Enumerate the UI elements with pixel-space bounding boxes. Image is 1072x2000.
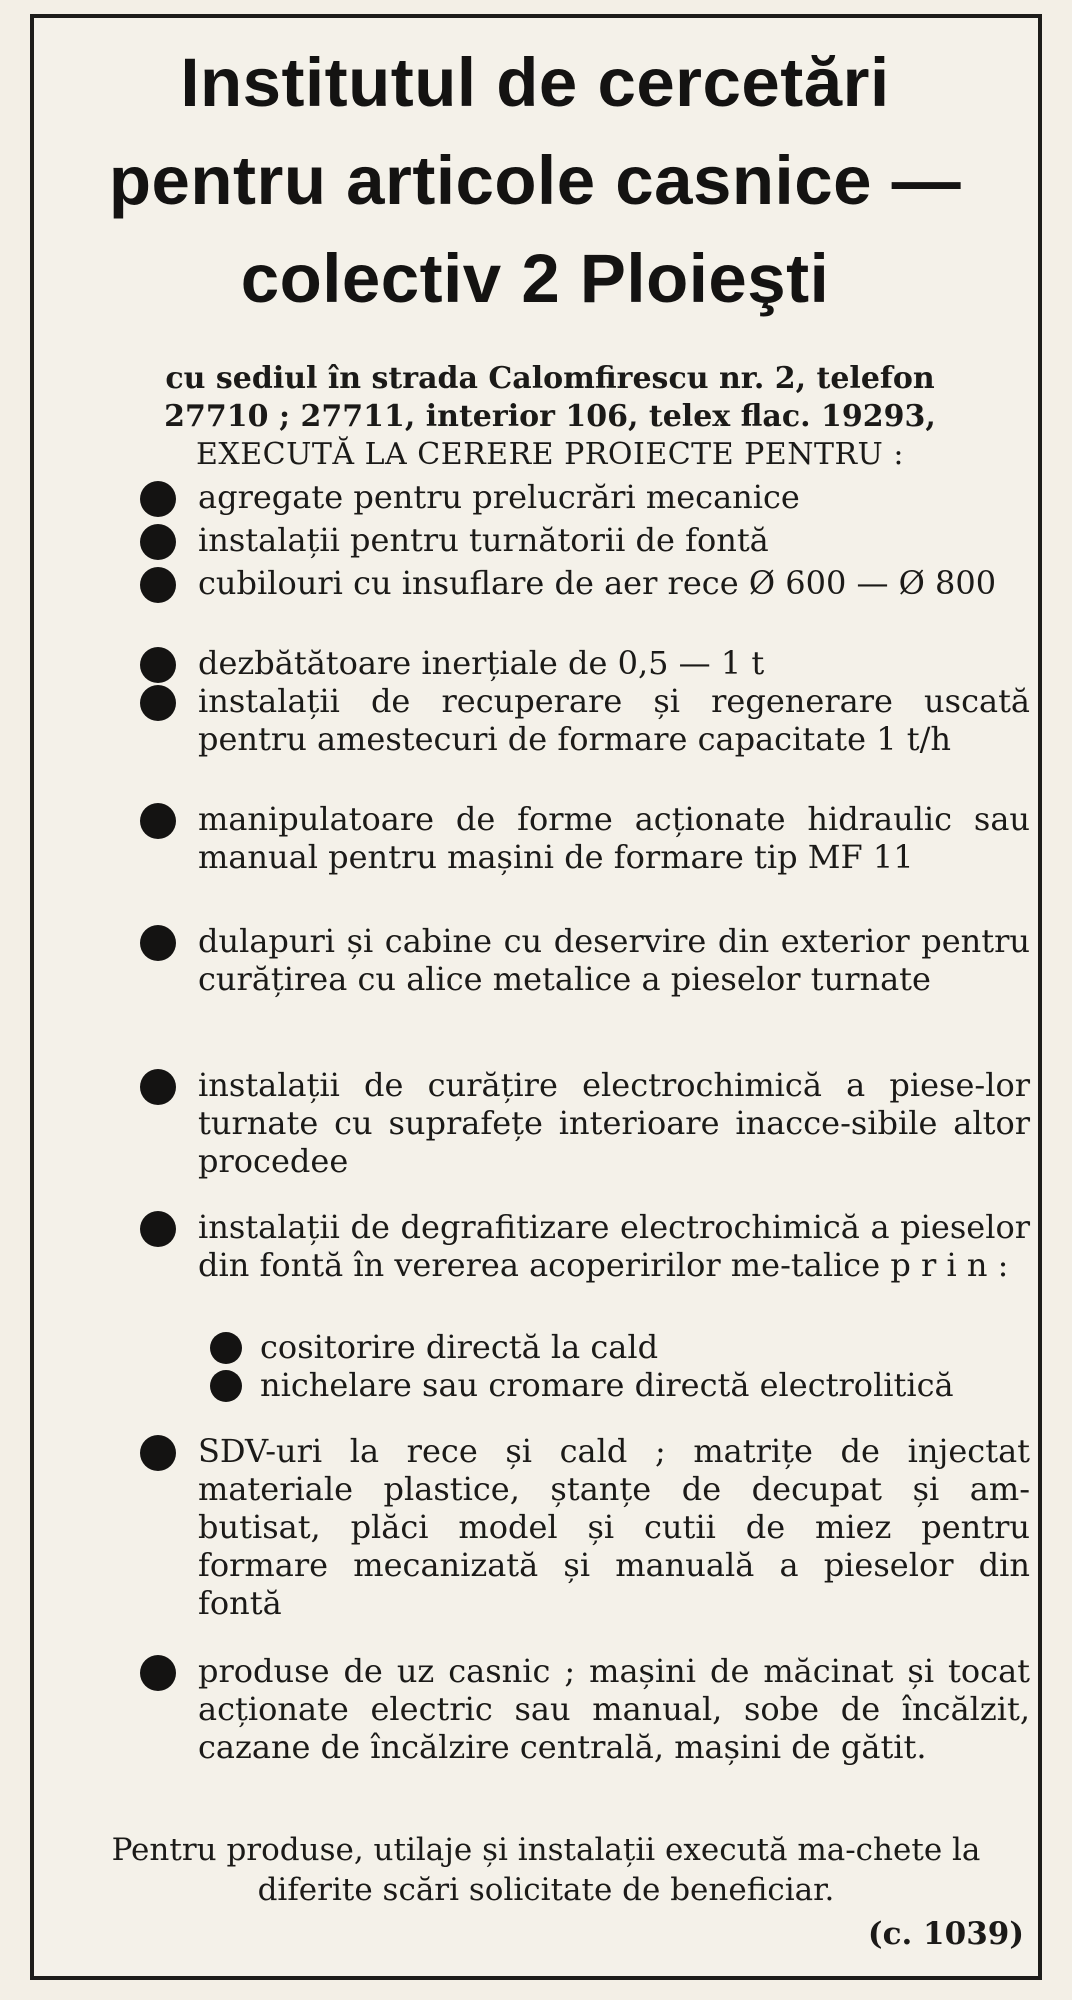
ad-title: [40, 34, 1030, 328]
list-item-text: produse de uz casnic ; mașini de măcinat și tocat acționate electric sau manual, sobe de încălzit, cazane de încălzire centrală, mașini de gătit.: [198, 1652, 1030, 1766]
bullet-icon: [140, 925, 176, 961]
title-line: pentru articole casnice —: [108, 142, 962, 219]
executes-line: EXECUTĂ LA CERERE PROIECTE PENTRU :: [196, 437, 904, 472]
bullet-icon: [210, 1332, 242, 1364]
list-item-text: instalații de degrafitizare electrochimică a pieselor din fontă în vererea acoperirilor me-talice p r i n :: [198, 1208, 1030, 1284]
phone-telex-line: 27710 ; 27711, interior 106, telex flac. 19293,: [164, 399, 936, 434]
sub-list-item-text: cositorire directă la cald: [260, 1328, 659, 1366]
bullet-icon: [210, 1370, 242, 1402]
closing-paragraph: Pentru produse, utilaje și instalații execută ma-chete la diferite scări solicitate de beneficiar.: [111, 1832, 981, 1908]
sub-list-item-text: nichelare sau cromare directă electrolitică: [260, 1366, 954, 1404]
bullet-icon: [140, 1069, 176, 1105]
bullet-icon: [140, 1435, 176, 1471]
list-item-text: dulapuri și cabine cu deservire din exterior pentru curățirea cu alice metalice a pieselor turnate: [198, 922, 1030, 998]
bullet-icon: [140, 1211, 176, 1247]
title-line: Institutul de cercetări: [180, 44, 890, 121]
list-item-text: agregate pentru prelucrări mecanice: [198, 478, 800, 516]
title-line: colectiv 2 Ploieşti: [240, 240, 830, 317]
bullet-icon: [140, 567, 176, 603]
bullet-icon: [140, 647, 176, 683]
list-item-text: dezbătătoare inerțiale de 0,5 — 1 t: [198, 644, 765, 682]
bullet-icon: [140, 524, 176, 560]
list-item-text: instalații de recuperare și regenerare uscată pentru amestecuri de formare capacitate 1 t/h: [198, 682, 1030, 758]
ad-intro: [80, 360, 1020, 474]
list-item-text: instalații de curățire electrochimică a piese-lor turnate cu suprafețe interioare inacce-sibile altor procedee: [198, 1066, 1030, 1180]
bullet-icon: [140, 685, 176, 721]
address-line: cu sediul în strada Calomfirescu nr. 2, telefon: [165, 361, 935, 396]
list-item-text: cubilouri cu insuflare de aer rece Ø 600 — Ø 800: [198, 564, 997, 602]
list-item-text: manipulatoare de forme acționate hidraulic sau manual pentru mașini de formare tip MF 11: [198, 800, 1030, 876]
list-item-text: SDV-uri la rece și cald ; matrițe de injectat materiale plastice, ștanțe de decupat și am-butisat, plăci model și cutii de miez pentru formare mecanizată și manuală a pieselor din fontă: [198, 1432, 1030, 1622]
bullet-icon: [140, 1655, 176, 1691]
reference-code: (c. 1039): [867, 1916, 1024, 1952]
bullet-icon: [140, 803, 176, 839]
list-item-text: instalații pentru turnătorii de fontă: [198, 521, 769, 559]
bullet-icon: [140, 481, 176, 517]
